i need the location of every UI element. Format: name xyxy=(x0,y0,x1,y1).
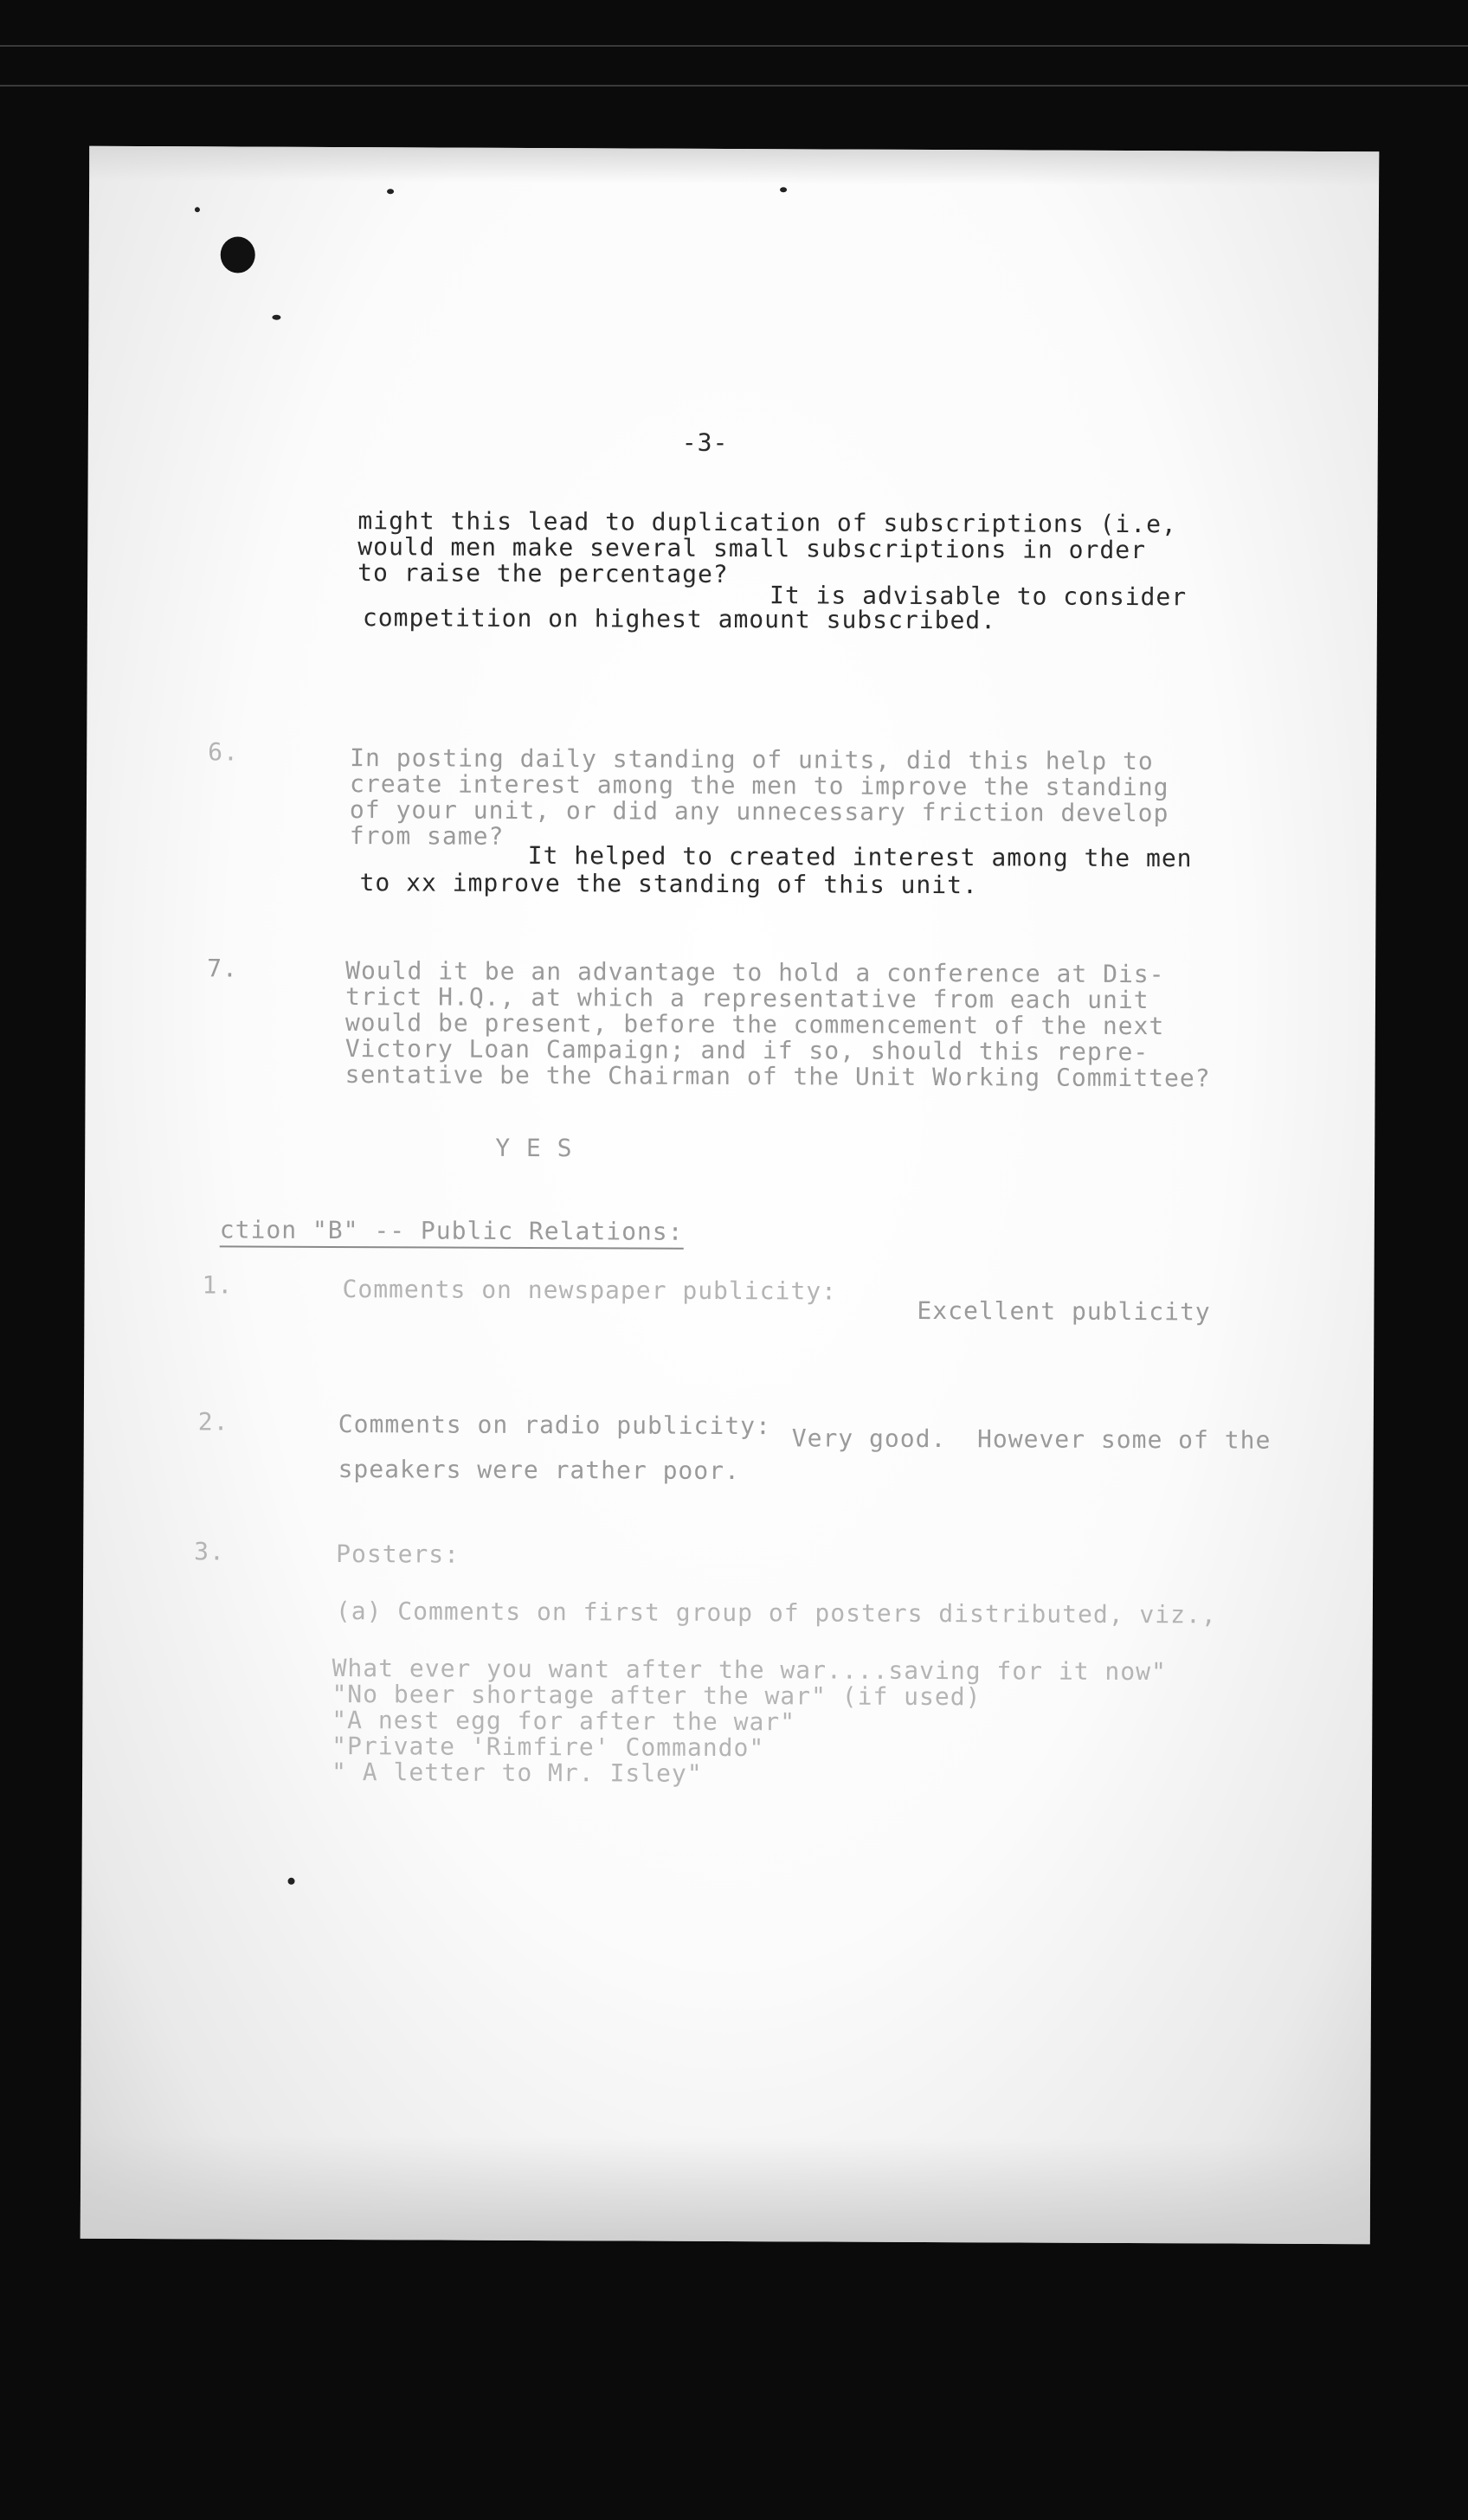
q6-answer-line-1: It helped to created interest among the men xyxy=(527,840,1193,873)
b2-answer-line-1: Very good. However some of the xyxy=(791,1424,1272,1455)
q7-question-line-1: Would it be an advantage to hold a conference at Dis- xyxy=(345,956,1165,989)
page-bottom-shadow xyxy=(80,2135,1371,2245)
b2-number: 2. xyxy=(197,1407,229,1437)
punch-hole xyxy=(221,236,255,273)
poster-line-1: What ever you want after the war....saving for it now" xyxy=(332,1654,1167,1687)
continued-question-line-2: would men make several small subscriptions in order xyxy=(357,532,1147,565)
b3-sub-a: (a) Comments on first group of posters distributed, viz., xyxy=(335,1597,1217,1630)
q6-question-line-1: In posting daily standing of units, did this help to xyxy=(350,743,1154,776)
ink-speck xyxy=(780,187,787,192)
q7-question-line-3: would be present, before the commencement of the next xyxy=(344,1008,1165,1041)
page-top-shadow xyxy=(89,146,1379,187)
q7-answer: Y E S xyxy=(495,1133,573,1163)
b3-number: 3. xyxy=(194,1537,225,1566)
q7-number: 7. xyxy=(207,954,238,983)
scan-line-top xyxy=(0,45,1468,47)
scan-line-top-2 xyxy=(0,85,1468,87)
q6-number: 6. xyxy=(208,737,240,767)
document-page xyxy=(80,146,1380,2244)
b1-question: Comments on newspaper publicity: xyxy=(342,1275,838,1306)
continued-answer-line-1: It is advisable to consider xyxy=(769,581,1188,612)
b3-label: Posters: xyxy=(336,1540,460,1569)
q7-question-line-2: trict H.Q., at which a representative from each unit xyxy=(344,982,1149,1015)
section-b-heading: ction "B" -- Public Relations: xyxy=(220,1216,684,1249)
ink-speck xyxy=(272,315,280,320)
q6-question-line-2: create interest among the men to improve the standing xyxy=(349,769,1169,802)
b1-number: 1. xyxy=(202,1270,234,1300)
q6-question-line-4: from same? xyxy=(349,821,505,851)
page-number: -3- xyxy=(681,428,729,457)
b1-answer: Excellent publicity xyxy=(917,1295,1211,1327)
continued-answer-line-2: competition on highest amount subscribed. xyxy=(362,603,997,635)
ink-speck xyxy=(288,1878,295,1885)
q6-answer-line-2: to xx improve the standing of this unit. xyxy=(359,868,978,900)
poster-line-5: " A letter to Mr. Isley" xyxy=(332,1757,703,1788)
b2-question: Comments on radio publicity: xyxy=(338,1410,771,1441)
q7-question-line-4: Victory Loan Campaign; and if so, should this repre- xyxy=(344,1034,1149,1067)
b2-answer-line-2: speakers were rather poor. xyxy=(338,1455,740,1486)
poster-line-4: "Private 'Rimfire' Commando" xyxy=(332,1732,765,1763)
continued-question-line-3: to raise the percentage? xyxy=(357,558,729,588)
q7-question-line-5: sentative be the Chairman of the Unit Working Committee? xyxy=(344,1060,1211,1093)
q6-question-line-3: of your unit, or did any unnecessary friction develop xyxy=(349,795,1169,828)
poster-line-2: "No beer shortage after the war" (if used) xyxy=(332,1680,982,1712)
ink-speck xyxy=(195,207,200,212)
continued-question-line-1: might this lead to duplication of subscriptions (i.e, xyxy=(357,506,1177,539)
ink-speck xyxy=(387,189,394,194)
poster-line-3: "A nest egg for after the war" xyxy=(332,1706,796,1737)
